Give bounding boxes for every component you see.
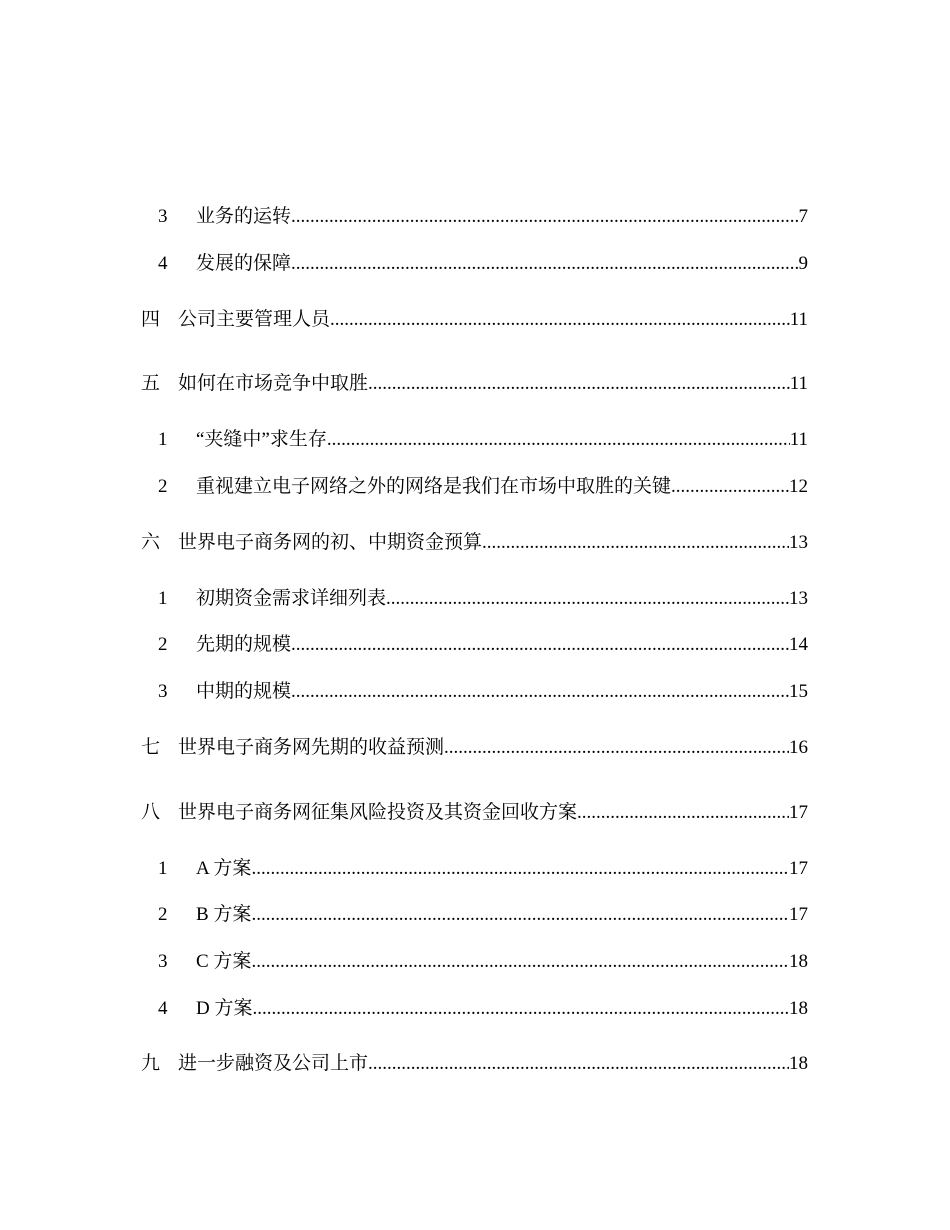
- toc-entry-number: 3: [158, 206, 168, 227]
- toc-entry-4-management[interactable]: [0, 305, 950, 335]
- toc-dot-leader: [671, 472, 789, 502]
- toc-entry-number: 2: [158, 634, 168, 655]
- toc-entry-number: 1: [158, 858, 168, 879]
- toc-entry-page: 7: [798, 206, 808, 227]
- toc-dot-leader: [368, 369, 790, 399]
- toc-entry-line: [196, 677, 808, 707]
- toc-entry-title: 公司主要管理人员: [178, 309, 331, 330]
- toc-entry-line: [196, 249, 808, 279]
- toc-entry-title: 如何在市场竞争中取胜: [178, 373, 369, 394]
- toc-entry-3-business-operation[interactable]: [0, 202, 950, 232]
- toc-entry-page: 12: [789, 476, 808, 497]
- toc-entry-line: [196, 947, 808, 977]
- toc-entry-line: [196, 994, 808, 1024]
- toc-entry-title: A 方案: [196, 858, 252, 879]
- toc-entry-1-plan-a[interactable]: [0, 854, 950, 884]
- toc-entry-title: C 方案: [196, 951, 252, 972]
- toc-entry-page: 13: [789, 588, 808, 609]
- toc-entry-line: [196, 202, 808, 232]
- toc-entry-line: [196, 472, 808, 502]
- toc-dot-leader: [368, 1049, 789, 1079]
- toc-dot-leader: [577, 798, 789, 828]
- toc-dot-leader: [251, 854, 789, 884]
- toc-entry-2-offline-network[interactable]: [0, 472, 950, 502]
- toc-entry-number: 八: [141, 802, 161, 823]
- toc-entry-number: 2: [158, 904, 168, 925]
- toc-entry-9-financing-ipo[interactable]: [0, 1049, 950, 1079]
- toc-entry-page: 15: [789, 681, 808, 702]
- toc-entry-page: 18: [789, 998, 808, 1019]
- toc-entry-line: [196, 630, 808, 660]
- toc-entry-page: 16: [789, 737, 808, 758]
- toc-entry-number: 五: [141, 373, 161, 394]
- toc-entry-page: 17: [789, 802, 808, 823]
- toc-dot-leader: [252, 994, 789, 1024]
- toc-entry-number: 四: [141, 309, 161, 330]
- toc-entry-line: [178, 1049, 808, 1079]
- toc-entry-2-plan-b[interactable]: [0, 900, 950, 930]
- toc-entry-3-mid-scale[interactable]: [0, 677, 950, 707]
- toc-entry-4-development-guarantee[interactable]: [0, 249, 950, 279]
- toc-entry-line: [196, 425, 808, 455]
- toc-entry-title: 初期资金需求详细列表: [196, 588, 387, 609]
- toc-entry-number: 1: [158, 429, 168, 450]
- toc-entry-title: 业务的运转: [196, 206, 292, 227]
- toc-dot-leader: [291, 630, 789, 660]
- toc-entry-line: [178, 733, 808, 763]
- toc-entry-number: 七: [141, 737, 161, 758]
- toc-entry-line: [178, 305, 808, 335]
- toc-entry-line: [178, 528, 808, 558]
- toc-dot-leader: [291, 677, 789, 707]
- toc-dot-leader: [386, 584, 789, 614]
- toc-entry-page: 11: [789, 309, 808, 330]
- toc-entry-title: 先期的规模: [196, 634, 292, 655]
- toc-entry-line: [196, 854, 808, 884]
- toc-entry-3-plan-c[interactable]: [0, 947, 950, 977]
- toc-dot-leader: [291, 202, 798, 232]
- toc-entry-title: B 方案: [196, 904, 252, 925]
- toc-entry-number: 1: [158, 588, 168, 609]
- toc-dot-leader: [482, 528, 789, 558]
- toc-entry-page: 17: [789, 904, 808, 925]
- toc-entry-line: [178, 798, 808, 828]
- toc-dot-leader: [330, 305, 790, 335]
- toc-entry-2-early-scale[interactable]: [0, 630, 950, 660]
- toc-dot-leader: [444, 733, 789, 763]
- toc-entry-line: [196, 584, 808, 614]
- toc-dot-leader: [291, 249, 798, 279]
- toc-entry-title: 世界电子商务网征集风险投资及其资金回收方案: [178, 802, 578, 823]
- toc-entry-1-initial-funding[interactable]: [0, 584, 950, 614]
- toc-entry-page: 11: [789, 429, 808, 450]
- toc-entry-title: 世界电子商务网的初、中期资金预算: [178, 532, 483, 553]
- toc-dot-leader: [251, 900, 789, 930]
- toc-entry-title: D 方案: [196, 998, 253, 1019]
- toc-entry-page: 11: [789, 373, 808, 394]
- toc-entry-title: 世界电子商务网先期的收益预测: [178, 737, 445, 758]
- toc-entry-5-market-competition[interactable]: [0, 369, 950, 399]
- toc-entry-number: 4: [158, 253, 168, 274]
- toc-entry-page: 9: [798, 253, 808, 274]
- toc-entry-number: 2: [158, 476, 168, 497]
- toc-entry-page: 18: [789, 951, 808, 972]
- toc-entry-title: 重视建立电子网络之外的网络是我们在市场中取胜的关键: [196, 476, 672, 497]
- toc-dot-leader: [251, 947, 789, 977]
- toc-entry-page: 17: [789, 858, 808, 879]
- toc-entry-number: 4: [158, 998, 168, 1019]
- toc-entry-page: 14: [789, 634, 808, 655]
- toc-entry-1-survival[interactable]: [0, 425, 950, 455]
- toc-entry-number: 九: [141, 1053, 161, 1074]
- toc-entry-title: 中期的规模: [196, 681, 292, 702]
- toc-entry-number: 3: [158, 951, 168, 972]
- toc-entry-title: 进一步融资及公司上市: [178, 1053, 369, 1074]
- toc-entry-6-budget[interactable]: [0, 528, 950, 558]
- toc-entry-line: [196, 900, 808, 930]
- toc-entry-title: 发展的保障: [196, 253, 292, 274]
- toc-entry-page: 13: [789, 532, 808, 553]
- toc-entry-page: 18: [789, 1053, 808, 1074]
- toc-entry-4-plan-d[interactable]: [0, 994, 950, 1024]
- toc-entry-title: “夹缝中”求生存: [196, 429, 327, 450]
- toc-dot-leader: [327, 425, 790, 455]
- toc-entry-number: 六: [141, 532, 161, 553]
- toc-entry-number: 3: [158, 681, 168, 702]
- toc-entry-7-revenue-forecast[interactable]: [0, 733, 950, 763]
- toc-entry-8-venture-capital[interactable]: [0, 798, 950, 828]
- toc-entry-line: [178, 369, 808, 399]
